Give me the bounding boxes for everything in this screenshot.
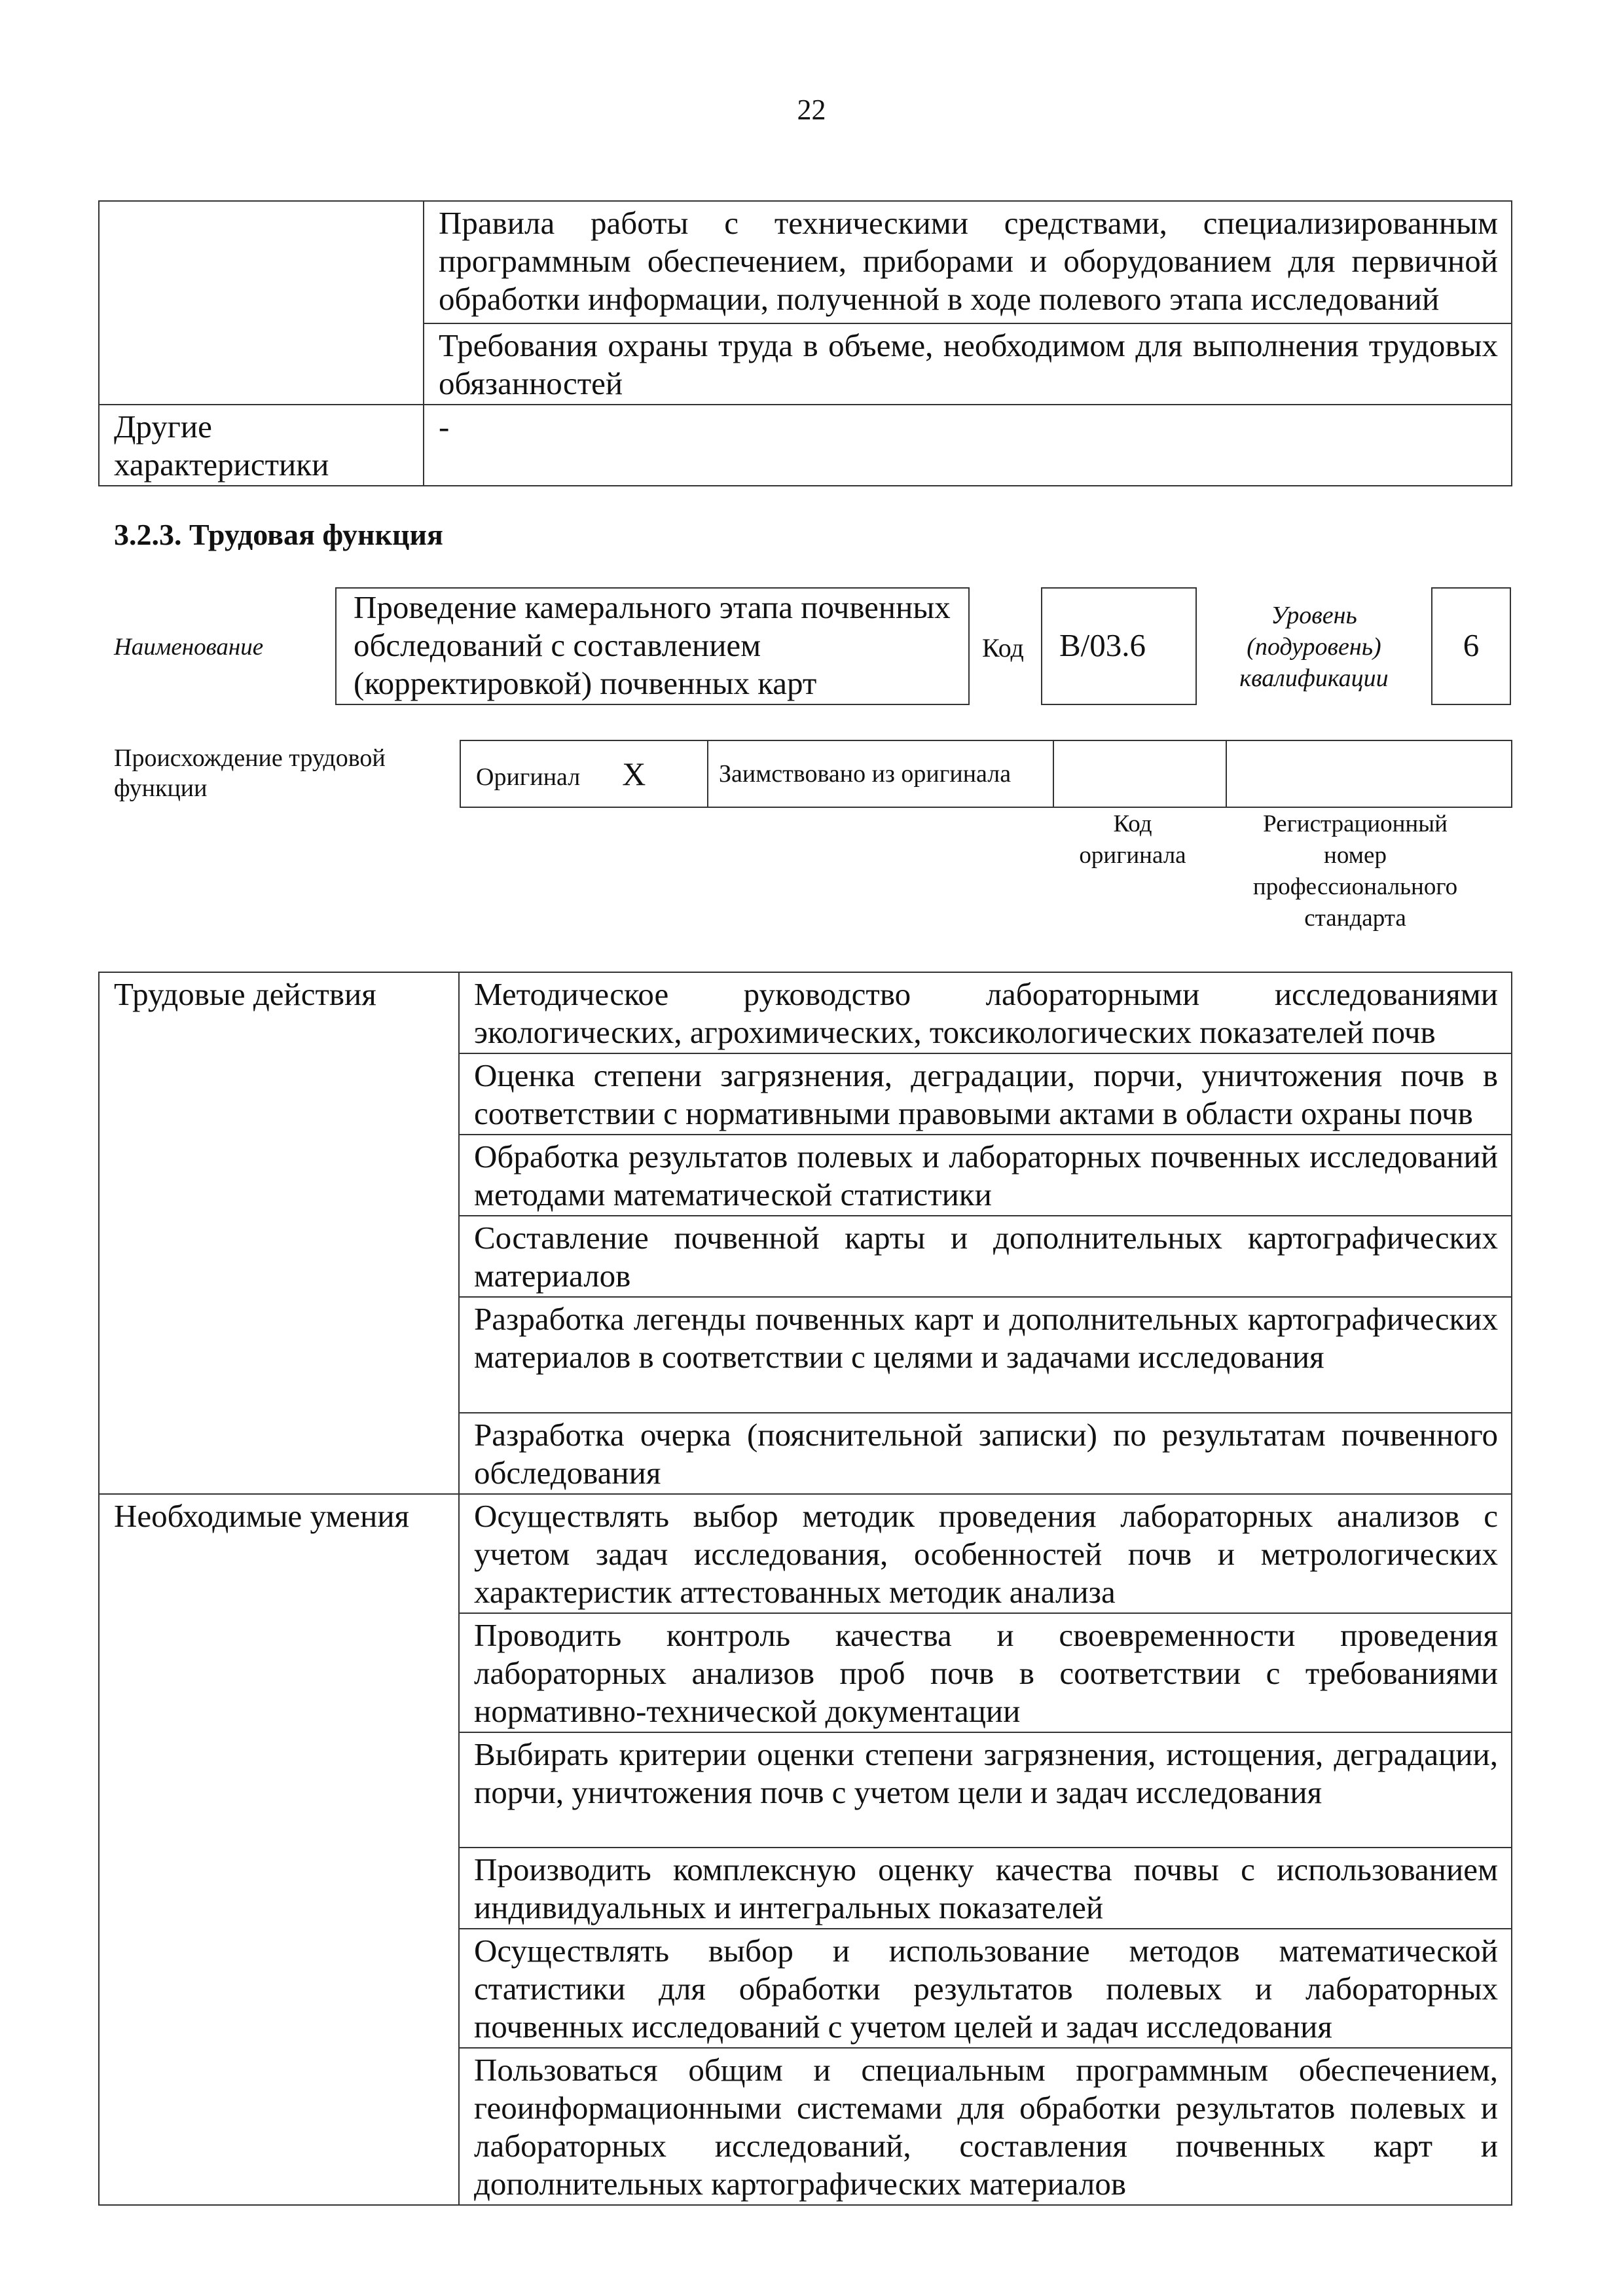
level-box [1431, 587, 1511, 705]
skill-item: Выбирать критерии оценки степени загрязнения, истощения, деградации, порчи, уничтожения почв с учетом цели и задач исследования [459, 1732, 1512, 1848]
knowledge-label-cell [99, 201, 424, 405]
skills-label: Необходимые умения [99, 1494, 459, 2205]
original-label: Оригинал [476, 763, 581, 791]
page-number: 22 [797, 94, 826, 126]
action-item: Методическое руководство лабораторными исследованиями экологических, агрохимических, токсикологических показателей почв [459, 972, 1512, 1053]
borrowed-label: Заимствовано из оригинала [708, 740, 1053, 807]
origin-original-cell [460, 740, 708, 807]
main-table [98, 972, 1512, 2206]
action-item: Оценка степени загрязнения, деградации, порчи, уничтожения почв в соответствии с нормативными правовыми актами в области охраны почв [459, 1053, 1512, 1135]
original-mark: X [622, 756, 646, 792]
action-item: Разработка очерка (пояснительной записки) по результатам почвенного обследования [459, 1413, 1512, 1494]
actions-label: Трудовые действия [99, 972, 459, 1494]
reg-caption: Регистрационный номер профессионального стандарта [1252, 811, 1458, 932]
skill-item: Пользоваться общим и специальным программным обеспечением, геоинформационными системами для обработки результатов полевых и лабораторных исследований, составления почвенных карт и дополнительных картографических материалов [459, 2048, 1512, 2205]
code-box [1041, 587, 1197, 705]
origin-table [460, 740, 1512, 808]
skill-item: Производить комплексную оценку качества почвы с использованием индивидуальных и интегральных показателей [459, 1848, 1512, 1929]
code-value: B/03.6 [1059, 627, 1146, 663]
skill-item: Осуществлять выбор методик проведения лабораторных анализов с учетом задач исследования, особенностей почв и метрологических характеристик аттестованных методик анализа [459, 1494, 1512, 1613]
code-caption: Код оригинала [1079, 811, 1186, 869]
section-title: 3.2.3. Трудовая функция [114, 518, 443, 551]
origin-label: Происхождение трудовой функции [114, 744, 386, 802]
skill-item: Осуществлять выбор и использование методов математической статистики для обработки результатов полевых и лабораторных почвенных исследований с учетом целей и задач исследования [459, 1929, 1512, 2048]
action-item: Обработка результатов полевых и лабораторных почвенных исследований методами математической статистики [459, 1135, 1512, 1216]
action-item: Составление почвенной карты и дополнительных картографических материалов [459, 1216, 1512, 1297]
knowledge-table [98, 200, 1512, 486]
knowledge-item: Правила работы с техническими средствами, специализированным программным обеспечением, приборами и оборудованием для первичной обработки информации, полученной в ходе полевого этапа исследований [424, 201, 1512, 323]
level-value: 6 [1463, 627, 1480, 663]
action-item: Разработка легенды почвенных карт и дополнительных картографических материалов в соответствии с целями и задачами исследования [459, 1297, 1512, 1413]
registration-number-cell [1226, 740, 1512, 807]
level-label: Уровень (подуровень) квалификации [1239, 602, 1389, 692]
original-code-cell [1053, 740, 1226, 807]
other-characteristics-value: - [424, 405, 1512, 486]
function-name: Проведение камерального этапа почвенных обследований с составлением (корректировкой) почвенных карт [354, 589, 951, 701]
code-label: Код [982, 633, 1024, 663]
name-label: Наименование [114, 634, 264, 661]
skill-item: Проводить контроль качества и своевременности проведения лабораторных анализов проб почв в соответствии с требованиями нормативно-технической документации [459, 1613, 1512, 1732]
function-name-box [335, 587, 970, 705]
other-characteristics-label: Другие характеристики [99, 405, 424, 486]
knowledge-item: Требования охраны труда в объеме, необходимом для выполнения трудовых обязанностей [424, 323, 1512, 405]
